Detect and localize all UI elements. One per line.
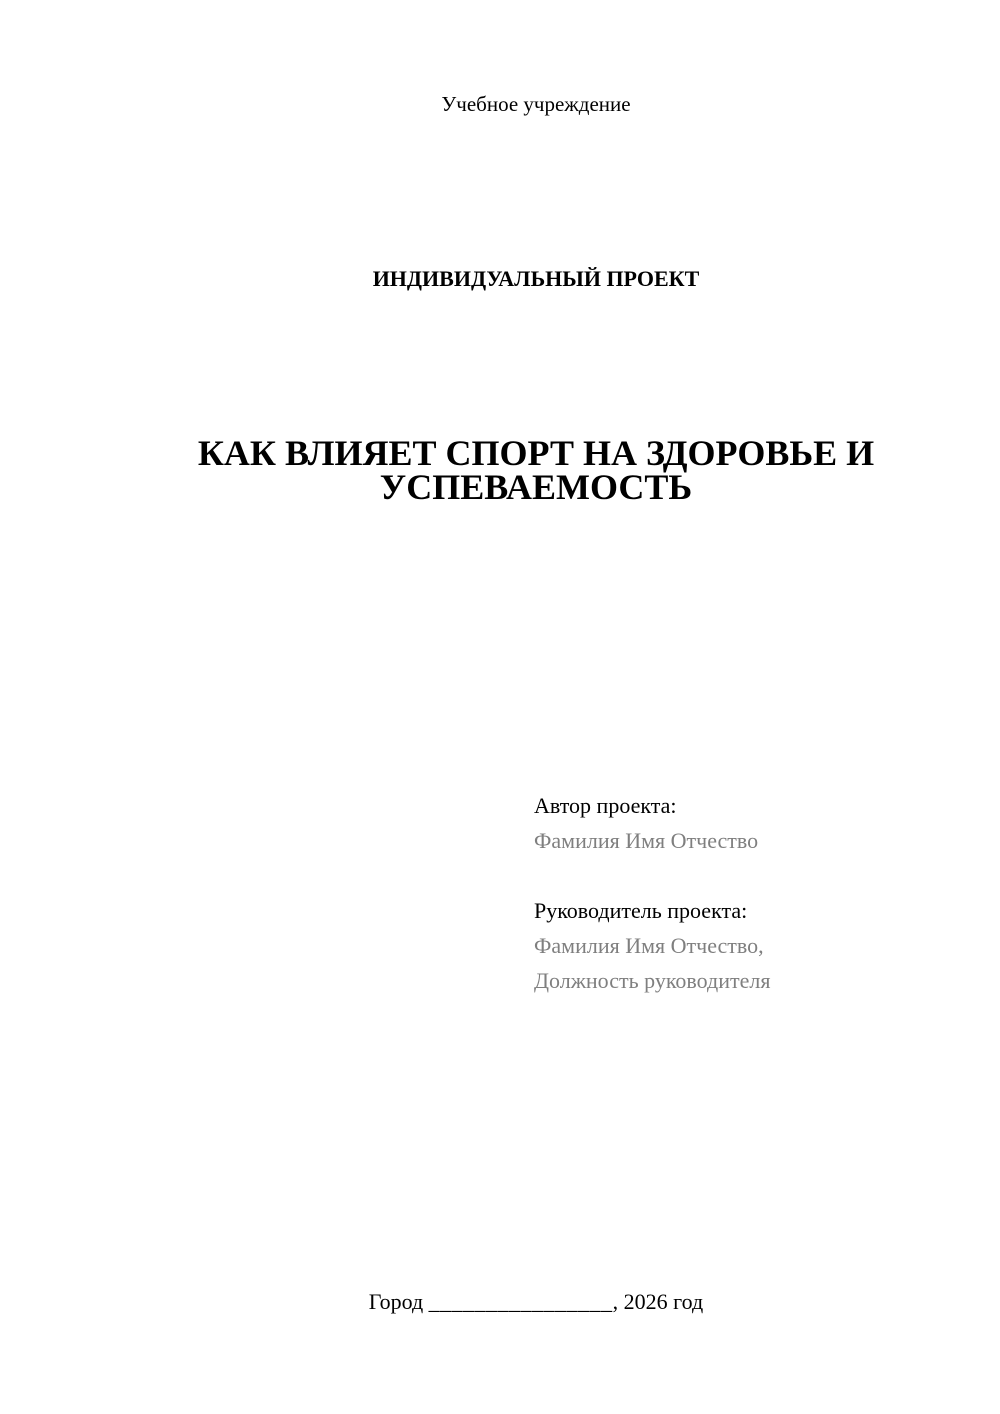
- city-label: Город: [368, 1289, 424, 1314]
- author-label: Автор проекта:: [534, 793, 677, 818]
- project-title: КАК ВЛИЯЕТ СПОРТ НА ЗДОРОВЬЕ И УСПЕВАЕМОСТЬ: [197, 433, 875, 507]
- author-name: Фамилия Имя Отчество: [534, 828, 759, 853]
- supervisor-position: Должность руководителя: [534, 968, 771, 993]
- supervisor-name: Фамилия Имя Отчество,: [534, 933, 764, 958]
- year-text: , 2026 год: [612, 1289, 704, 1314]
- supervisor-block: [534, 893, 770, 998]
- author-block: [534, 788, 758, 858]
- footer-city-year: [177, 1289, 895, 1315]
- document-type: ИНДИВИДУАЛЬНЫЙ ПРОЕКТ: [372, 266, 700, 291]
- city-blank-line: ________________: [428, 1289, 613, 1314]
- institution-name: Учебное учреждение: [441, 92, 631, 116]
- supervisor-label: Руководитель проекта:: [534, 898, 748, 923]
